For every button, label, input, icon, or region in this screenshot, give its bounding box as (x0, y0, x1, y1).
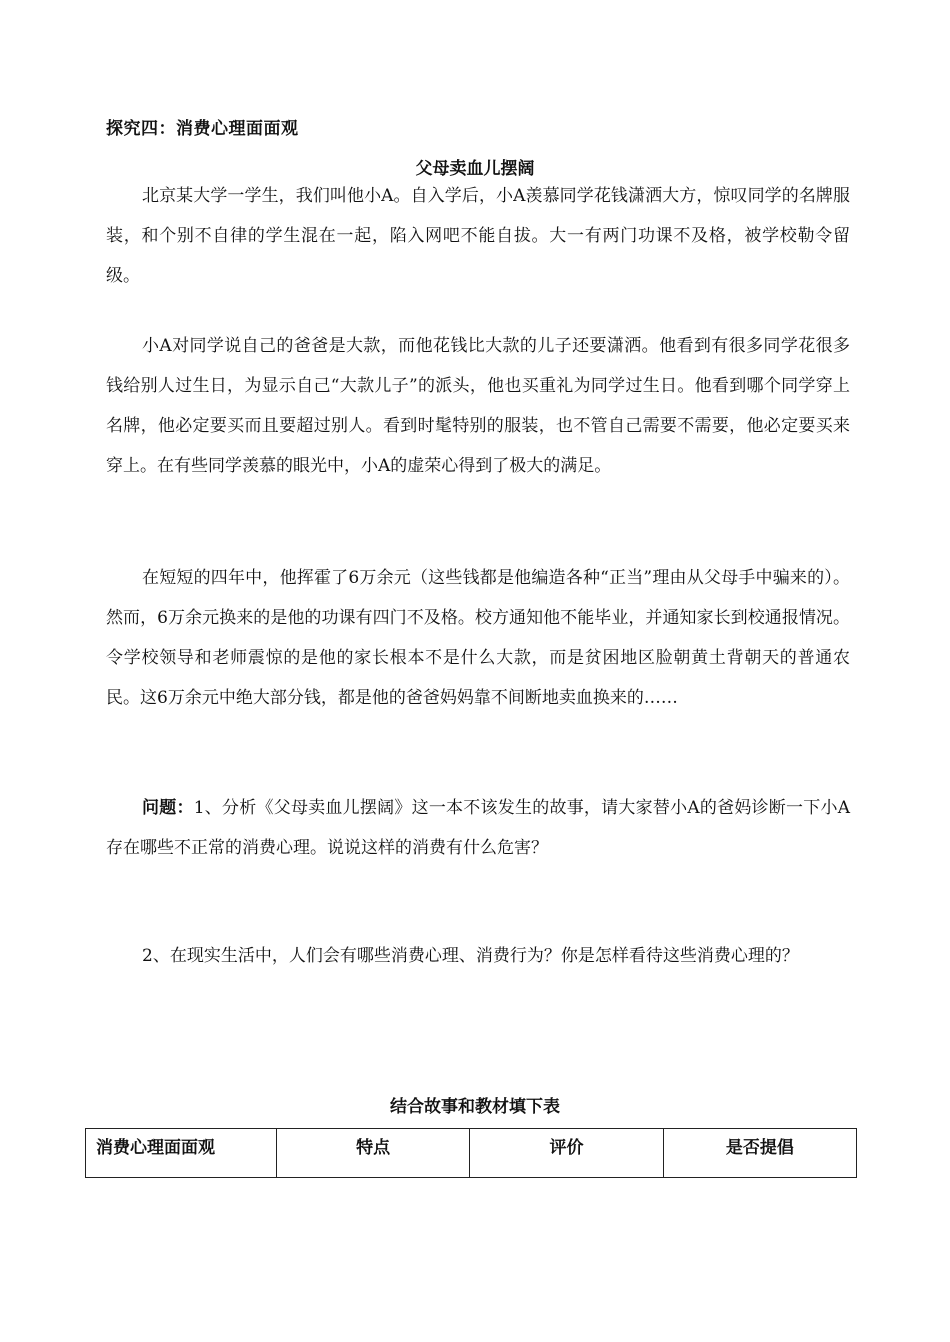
question-1-text: 1、分析《父母卖血儿摆阔》这一本不该发生的故事，请大家替小A的爸妈诊断一下小A存在哪些不正常的消费心理。说说这样的消费有什么危害？ (106, 798, 851, 858)
story-title: 父母卖血儿摆阔 (415, 159, 535, 179)
story-paragraph-3: 在短短的四年中，他挥霍了6万余元（这些钱都是他编造各种“正当”理由从父母手中骗来的）。然而，6万余元换来的是他的功课有四门不及格。校方通知他不能毕业，并通知家长到校通报情况。令学校领导和老师震惊的是他的家长根本不是什么大款，而是贫困地区脸朝黄土背朝天的普通农民。这6万余元中绝大部分钱，都是他的爸爸妈妈靠不间断地卖血换来的…… (106, 568, 850, 708)
question-label: 问题： (142, 798, 194, 818)
section-heading: 探究四：消费心理面面观 (106, 119, 299, 139)
table-header-row (86, 1129, 857, 1178)
table-header-cell: 消费心理面面观 (86, 1129, 277, 1178)
table-header-cell: 评价 (470, 1129, 663, 1178)
question-1 (106, 788, 850, 868)
fill-in-table (85, 1128, 857, 1178)
table-title: 结合故事和教材填下表 (390, 1097, 560, 1117)
table-header-cell: 特点 (277, 1129, 470, 1178)
question-2: 2、在现实生活中，人们会有哪些消费心理、消费行为？你是怎样看待这些消费心理的？ (142, 946, 799, 966)
table-header-cell: 是否提倡 (663, 1129, 856, 1178)
story-paragraph-1: 北京某大学一学生，我们叫他小A。自入学后，小A羡慕同学花钱潇洒大方，惊叹同学的名牌服装，和个别不自律的学生混在一起，陷入网吧不能自拔。大一有两门功课不及格，被学校勒令留级。 (106, 186, 850, 286)
story-paragraph-2: 小A对同学说自己的爸爸是大款，而他花钱比大款的儿子还要潇洒。他看到有很多同学花很多钱给别人过生日，为显示自己“大款儿子”的派头，他也买重礼为同学过生日。他看到哪个同学穿上名牌，他必定要买而且要超过别人。看到时髦特别的服装，也不管自己需要不需要，他必定要买来穿上。在有些同学羡慕的眼光中，小A的虚荣心得到了极大的满足。 (106, 336, 850, 476)
